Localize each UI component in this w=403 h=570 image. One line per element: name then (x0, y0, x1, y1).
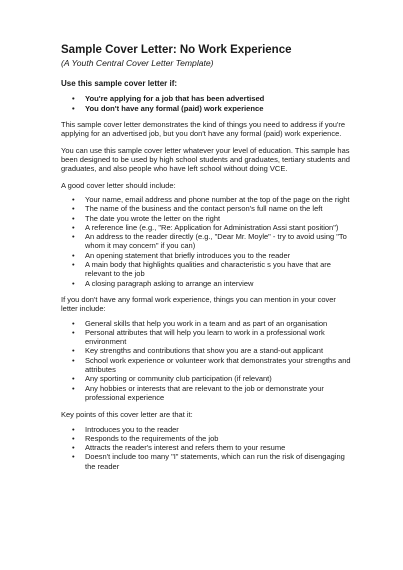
list-item: • School work experience or volunteer work that demonstrates your strengths and attributes (72, 355, 351, 375)
bullet-icon: • (72, 452, 75, 462)
list-item: • Introduces you to the reader (72, 424, 179, 434)
paragraph-key-points: Key points of this cover letter are that it: (61, 410, 193, 420)
bullet-icon: • (72, 355, 75, 365)
list-item: • Personal attributes that will help you learn to work in a professional work environment (72, 327, 325, 347)
paragraph-no-experience: If you don't have any formal work experience, things you can mention in your cover letter include: (61, 294, 336, 314)
use-if-list (61, 94, 351, 113)
bullet-icon: • (72, 443, 75, 453)
bullet-icon: • (72, 278, 75, 288)
list-item: • Your name, email address and phone number at the top of the page on the right (72, 194, 350, 204)
mention-list (61, 319, 351, 403)
list-item: • Doesn't include too many "I" statements, which can run the risk of disengaging the reader (72, 452, 345, 471)
paragraph-intro: This sample cover letter demonstrates the kind of things you need to address if you're applying for an advertised job, but you don't have any formal (paid) work experience. (61, 120, 346, 139)
list-item: • An opening statement that briefly introduces you to the reader (72, 250, 291, 260)
bullet-icon: • (72, 318, 75, 328)
bullet-icon: • (72, 260, 75, 270)
use-if-label: Use this sample cover letter if: (61, 79, 178, 88)
bullet-icon: • (72, 194, 75, 204)
list-item: • The name of the business and the contact person's full name on the left (72, 204, 323, 214)
document-subtitle: (A Youth Central Cover Letter Template) (61, 58, 214, 68)
list-item: • Any sporting or community club participation (if relevant) (72, 374, 272, 384)
list-item: • An address to the reader directly (e.g., "Dear Mr. Moyle" - try to avoid using "To whom it may concern" if you can) (72, 232, 347, 251)
list-item: • The date you wrote the letter on the right (72, 213, 221, 223)
bullet-icon: • (72, 383, 75, 393)
document-title: Sample Cover Letter: No Work Experience (61, 44, 292, 56)
list-item: • You don't have any formal (paid) work experience (72, 103, 264, 113)
bullet-icon: • (72, 424, 75, 434)
bullet-icon: • (72, 232, 75, 242)
list-item: • A main body that highlights qualities and characteristic s you have that are relevant to the job (72, 260, 331, 279)
bullet-icon: • (72, 374, 75, 384)
bullet-icon: • (72, 204, 75, 214)
include-list (61, 195, 351, 288)
list-item: • A reference line (e.g., "Re: Application for Administration Assi stant position") (72, 222, 339, 232)
bullet-icon: • (72, 346, 75, 356)
bullet-icon: • (72, 103, 75, 113)
document-page (61, 44, 351, 471)
list-item: • A closing paragraph asking to arrange an interview (72, 278, 254, 288)
bullet-icon: • (72, 222, 75, 232)
list-item: • Attracts the reader's interest and refers them to your resume (72, 443, 286, 453)
list-item: • Any hobbies or interests that are relevant to the job or demonstrate your professional experience (72, 383, 324, 402)
list-item: • Key strengths and contributions that show you are a stand-out applicant (72, 346, 324, 356)
paragraph-education: You can use this sample cover letter whatever your level of education. This sample has been designed to be used by high school students and graduates, tertiary students and graduates, and also people who have left school without doing VCE. (61, 145, 350, 174)
paragraph-good-letter: A good cover letter should include: (61, 180, 176, 190)
list-item: • Responds to the requirements of the job (72, 433, 219, 443)
key-points-list (61, 425, 351, 471)
bullet-icon: • (72, 433, 75, 443)
list-item: • You're applying for a job that has been advertised (72, 94, 265, 103)
bullet-icon: • (72, 327, 75, 337)
list-item: • General skills that help you work in a team and as part of an organisation (72, 318, 328, 328)
bullet-icon: • (72, 94, 75, 103)
bullet-icon: • (72, 250, 75, 260)
bullet-icon: • (72, 213, 75, 223)
